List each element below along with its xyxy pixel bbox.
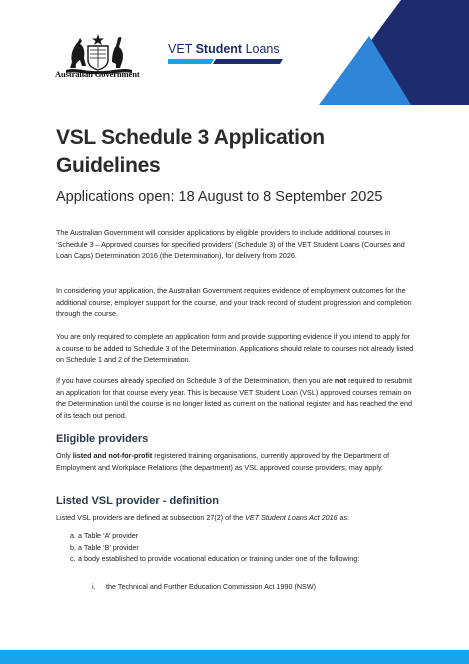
eligible-part-c: registered training organisations, currently approved by the Department of Employment and Workplace Relations (the department) as VSL approved course providers, may apply. bbox=[56, 451, 390, 472]
list-item bbox=[56, 530, 416, 542]
vsl-logo-stripe bbox=[168, 59, 283, 64]
page-header bbox=[0, 0, 469, 105]
list-item-text: a Table ‘A’ provider bbox=[78, 531, 139, 540]
page-title: VSL Schedule 3 Application Guidelines bbox=[56, 126, 325, 177]
p4-part-a: If you have courses already specified on Schedule 3 of the Determination, then you are bbox=[56, 376, 335, 385]
listed-intro-c: as: bbox=[337, 513, 350, 522]
heading-eligible-providers: Eligible providers bbox=[56, 433, 149, 445]
list-item bbox=[56, 553, 378, 565]
paragraph-evidence: In considering your application, the Australian Government requires evidence of employment outcomes for the additional course, employer support for the course, and your track record of student progression and completion through the course. bbox=[56, 286, 412, 318]
heading-listed-provider-definition: Listed VSL provider - definition bbox=[56, 495, 219, 507]
listed-intro-a: Listed VSL providers are defined at subsection 27(2) of the bbox=[56, 513, 246, 522]
sub-list-marker: i. bbox=[92, 581, 96, 591]
footer-bar bbox=[0, 650, 469, 664]
definition-list bbox=[56, 530, 416, 592]
header-triangles-decoration bbox=[319, 0, 469, 105]
page-subtitle: Applications open: 18 August to 8 September 2025 bbox=[56, 189, 383, 205]
listed-intro-act: VET Student Loans Act 2016 bbox=[245, 513, 338, 522]
vsl-logo-bold: Student bbox=[195, 42, 243, 56]
list-item-text: a Table ‘B’ provider bbox=[78, 542, 139, 552]
sub-list-item bbox=[56, 581, 416, 593]
vsl-logo bbox=[168, 42, 283, 66]
list-marker: b. bbox=[70, 542, 76, 552]
sub-list-item-text: the Technical and Further Education Commission Act 1990 (NSW) bbox=[106, 581, 316, 591]
paragraph-intro: The Australian Government will consider applications by eligible providers to include additional courses in ‘Schedule 3 – Approved courses for specified providers’ (Schedule 3) of the VET Student Loans (Courses and Loan Caps) Determination 2016 (the Determination), for delivery from 2026. bbox=[56, 228, 405, 260]
eligible-emphasis: listed and not-for-profit bbox=[72, 451, 153, 460]
list-marker: a. bbox=[70, 531, 76, 540]
paragraph-listed-intro bbox=[56, 512, 416, 524]
paragraph-eligible-providers bbox=[56, 450, 416, 473]
vsl-logo-suffix: Loans bbox=[242, 42, 280, 56]
eligible-part-a: Only bbox=[56, 451, 73, 460]
paragraph-application: You are only required to complete an application form and provide supporting evidence if you intend to apply for a course to be added to Schedule 3 of the Determination. Applications should relate to courses not already listed on Schedule 1 and 2 of the Determination. bbox=[56, 332, 414, 364]
vsl-logo-prefix: VET bbox=[168, 42, 196, 56]
list-item bbox=[56, 542, 416, 554]
list-item-text: a body established to provide vocational education or training under one of the following: bbox=[78, 554, 360, 563]
list-marker: c. bbox=[70, 554, 76, 563]
p4-part-c: required to resubmit an application for that course every year. This is because VET Student Loan (VSL) approved courses remain on the Determination until the course is no longer listed as current on the national register and has reached the end of its teach out period. bbox=[56, 376, 412, 420]
p4-not-emphasis: not bbox=[334, 376, 347, 385]
government-label: Australian Government bbox=[55, 69, 140, 79]
paragraph-existing-courses bbox=[56, 375, 416, 421]
